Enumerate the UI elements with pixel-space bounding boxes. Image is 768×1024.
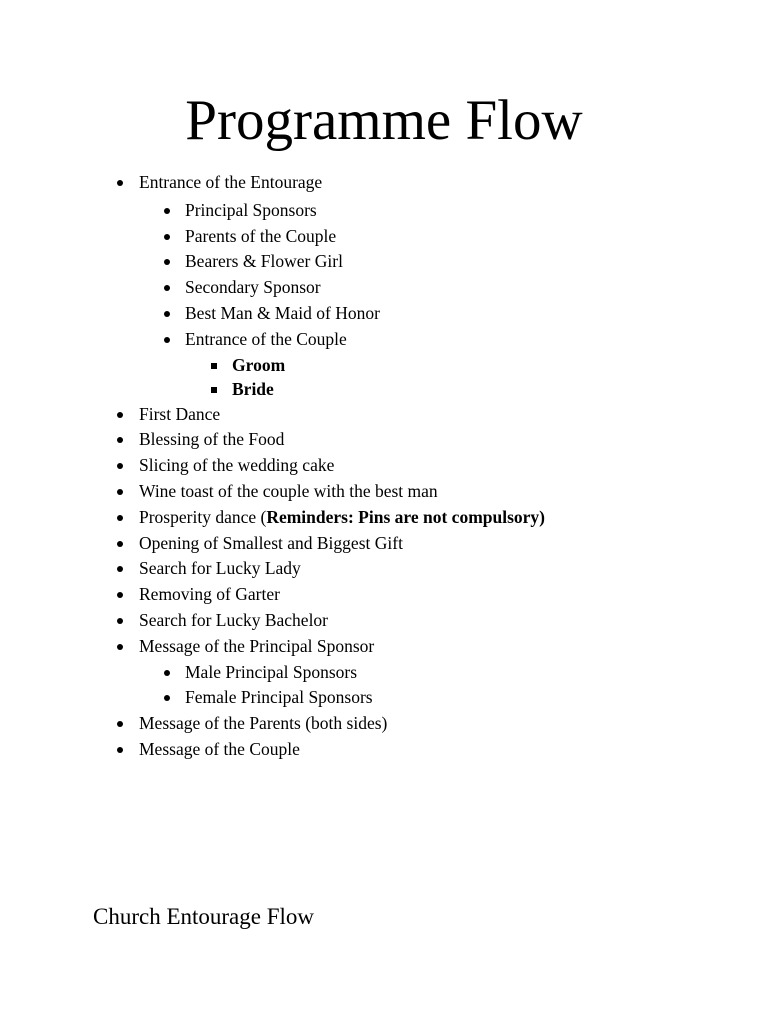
list-item xyxy=(0,377,768,402)
list-item xyxy=(0,453,768,479)
page-title: Programme Flow xyxy=(185,89,583,152)
list-item-text: Search for Lucky Lady xyxy=(139,558,301,579)
disc-bullet-icon xyxy=(113,737,127,763)
disc-bullet-icon xyxy=(160,275,174,301)
disc-bullet-icon xyxy=(113,479,127,505)
list-item xyxy=(0,582,768,608)
list-item xyxy=(0,556,768,582)
list-item-text: Groom xyxy=(232,354,286,375)
list-item-text: Secondary Sponsor xyxy=(185,277,321,298)
list-item-text: Entrance of the Couple xyxy=(185,328,347,349)
list-item xyxy=(0,275,768,301)
disc-bullet-icon xyxy=(113,531,127,557)
list-item-text: Male Principal Sponsors xyxy=(185,661,358,682)
disc-bullet-icon xyxy=(160,685,174,711)
disc-bullet-icon xyxy=(113,402,127,428)
list-item-text: Blessing of the Food xyxy=(139,429,285,450)
disc-bullet-icon xyxy=(113,170,127,196)
list-item-text: Entrance of the Entourage xyxy=(139,172,323,192)
programme-list xyxy=(0,170,768,763)
list-item xyxy=(0,198,768,224)
list-item-text: Message of the Parents (both sides) xyxy=(139,713,388,734)
reminder-note: Reminders: Pins are not compulsory) xyxy=(266,506,546,527)
disc-bullet-icon xyxy=(113,556,127,582)
disc-bullet-icon xyxy=(113,711,127,737)
list-item xyxy=(0,327,768,353)
disc-bullet-icon xyxy=(113,453,127,479)
list-item xyxy=(0,608,768,634)
list-item-text: Opening of Smallest and Biggest Gift xyxy=(139,532,403,553)
disc-bullet-icon xyxy=(160,660,174,686)
list-item xyxy=(0,402,768,428)
list-item xyxy=(0,737,768,763)
square-bullet-icon xyxy=(207,353,221,378)
list-item xyxy=(0,479,768,505)
list-item xyxy=(0,531,768,557)
disc-bullet-icon xyxy=(113,505,127,531)
list-item-text: Female Principal Sponsors xyxy=(185,687,373,708)
list-item-text: Parents of the Couple xyxy=(185,225,337,246)
disc-bullet-icon xyxy=(113,582,127,608)
list-item xyxy=(0,505,768,531)
list-item xyxy=(0,301,768,327)
list-item xyxy=(0,711,768,737)
disc-bullet-icon xyxy=(113,427,127,453)
disc-bullet-icon xyxy=(113,608,127,634)
list-item-text: Removing of Garter xyxy=(139,584,280,605)
list-item xyxy=(0,685,768,711)
list-item-text: Wine toast of the couple with the best man xyxy=(139,480,438,501)
disc-bullet-icon xyxy=(160,198,174,224)
list-item xyxy=(0,249,768,275)
list-item-text: Message of the Couple xyxy=(139,738,300,759)
list-item-text: Slicing of the wedding cake xyxy=(139,455,335,476)
list-item-text: Principal Sponsors xyxy=(185,199,317,220)
list-item-text: Prosperity dance ( xyxy=(139,506,267,527)
list-item xyxy=(0,170,768,196)
disc-bullet-icon xyxy=(160,301,174,327)
list-item xyxy=(0,224,768,250)
section-heading: Church Entourage Flow xyxy=(93,904,315,929)
list-item-text: Message of the Principal Sponsor xyxy=(139,635,375,656)
list-item-text: First Dance xyxy=(139,403,221,424)
list-item-text: Search for Lucky Bachelor xyxy=(139,609,329,630)
list-item xyxy=(0,427,768,453)
disc-bullet-icon xyxy=(160,327,174,353)
disc-bullet-icon xyxy=(113,634,127,660)
list-item-text: Best Man & Maid of Honor xyxy=(185,302,380,323)
list-item xyxy=(0,660,768,686)
list-item-text: Bride xyxy=(232,379,274,400)
disc-bullet-icon xyxy=(160,249,174,275)
square-bullet-icon xyxy=(207,377,221,402)
list-item-text: Bearers & Flower Girl xyxy=(185,251,343,272)
list-item xyxy=(0,353,768,378)
disc-bullet-icon xyxy=(160,224,174,250)
list-item xyxy=(0,634,768,660)
